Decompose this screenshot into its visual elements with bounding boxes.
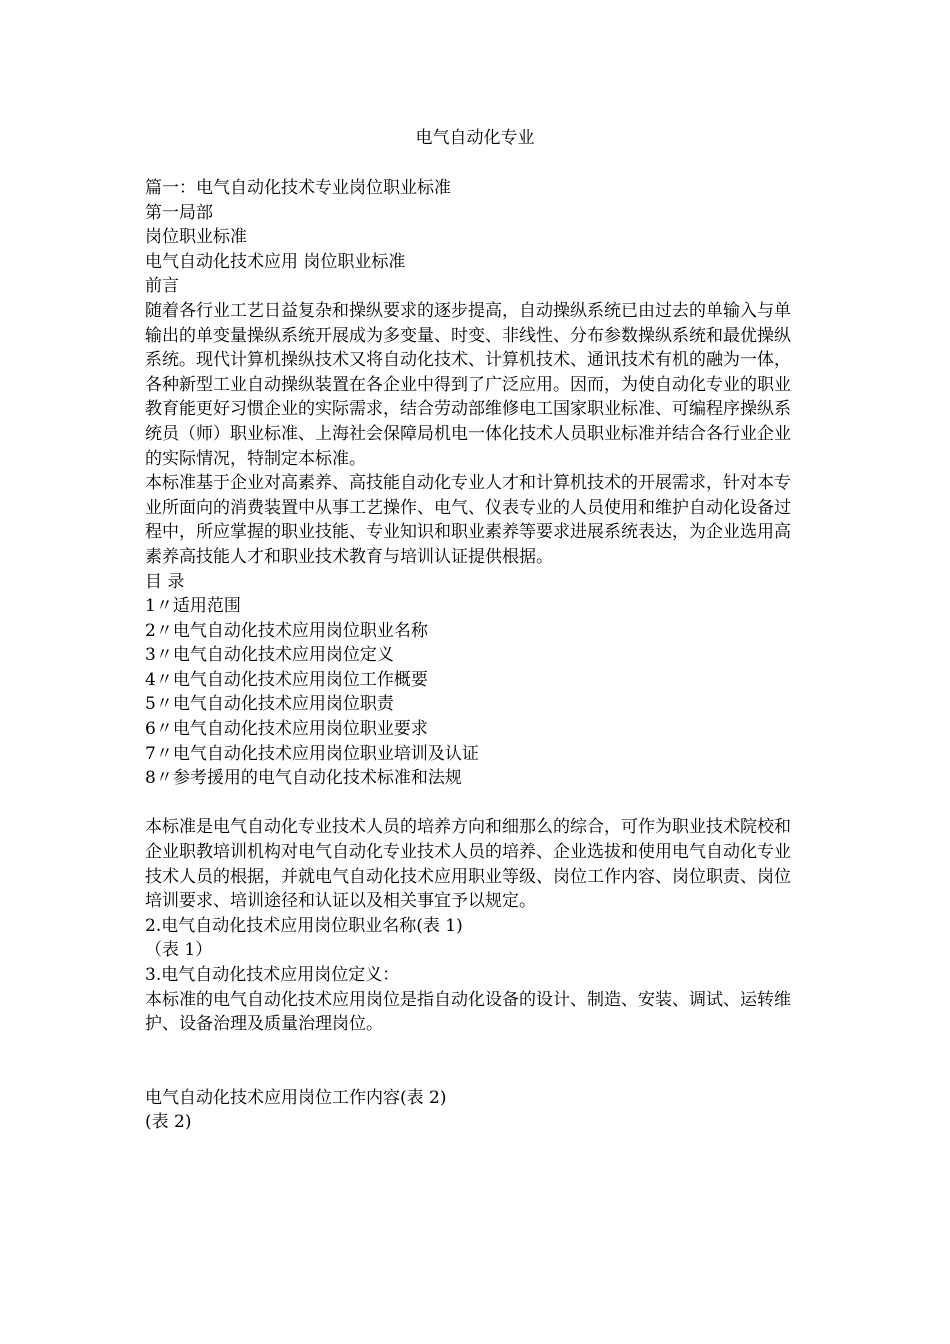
table-1-caption: （表 1）	[145, 940, 213, 961]
blank-lines	[145, 1037, 805, 1086]
toc-heading: 目 录	[145, 571, 185, 592]
document-body	[145, 176, 805, 1135]
toc-item: 7〃电气自动化技术应用岗位职业培训及认证	[145, 743, 479, 764]
toc-item: 1〃适用范围	[145, 596, 241, 617]
preface-heading: 前言	[145, 276, 179, 297]
part-heading: 第一局部	[145, 202, 213, 223]
article-heading: 篇一：电气自动化技术专业岗位职业标准	[145, 178, 451, 198]
document-title: 电气自动化专业	[415, 128, 535, 148]
definition-paragraph: 本标准的电气自动化技术应用岗位是指自动化设备的设计、制造、安装、调试、运转维护、设备治理及质量治理岗位。	[145, 989, 791, 1035]
toc-item: 8〃参考援用的电气自动化技术标准和法规	[145, 768, 462, 789]
section-3-heading: 3.电气自动化技术应用岗位定义：	[145, 965, 400, 985]
toc-item: 4〃电气自动化技术应用岗位工作概要	[145, 669, 428, 690]
intro-paragraph: 随着各行业工艺日益复杂和操纵要求的逐步提高，自动操纵系统已由过去的单输入与单输出的单变量操纵系统开展成为多变量、时变、非线性、分布参数操纵系统和最优操纵系统。现代计算机操纵技术又将自动化技术、计算机技术、通讯技术有机的融为一体，各种新型工业自动操纵装置在各企业中得到了广泛应用。因而，为使自动化专业的职业教育能更好习惯企业的实际需求，结合劳动部维修电工国家职业标准、可编程序操纵系统员（师）职业标准、上海社会保障局机电一体化技术人员职业标准并结合各行业企业的实际情况，特制定本标准。	[145, 300, 791, 469]
standard-heading: 岗位职业标准	[145, 227, 247, 248]
table-2-caption: (表 2)	[145, 1112, 192, 1133]
scope-paragraph: 本标准是电气自动化专业技术人员的培养方向和细那么的综合，可作为职业技术院校和企业职教培训机构对电气自动化专业技术人员的培养、企业选拔和使用电气自动化专业技术人员的根据，并就电气自动化技术应用职业等级、岗位工作内容、岗位职责、岗位培训要求、培训途径和认证以及相关事宜予以规定。	[145, 817, 791, 912]
toc-item: 5〃电气自动化技术应用岗位职责	[145, 694, 394, 715]
section-2-heading: 2.电气自动化技术应用岗位职业名称(表 1)	[145, 915, 463, 936]
toc-item: 3〃电气自动化技术应用岗位定义	[145, 645, 394, 666]
toc-item: 2〃电气自动化技术应用岗位职业名称	[145, 620, 428, 641]
basis-paragraph: 本标准基于企业对高素养、高技能自动化专业人才和计算机技术的开展需求，针对本专业所面向的消费装置中从事工艺操作、电气、仪表专业的人员使用和维护自动化设备过程中，所应掌握的职业技能、专业知识和职业素养等要求进展系统表达，为企业选用高素养高技能人才和职业技术教育与培训认证提供根据。	[145, 473, 791, 567]
standard-subtitle: 电气自动化技术应用 岗位职业标准	[145, 251, 406, 272]
work-content-heading: 电气自动化技术应用岗位工作内容(表 2)	[145, 1087, 447, 1108]
toc-item: 6〃电气自动化技术应用岗位职业要求	[145, 719, 428, 740]
blank-line	[145, 791, 805, 816]
